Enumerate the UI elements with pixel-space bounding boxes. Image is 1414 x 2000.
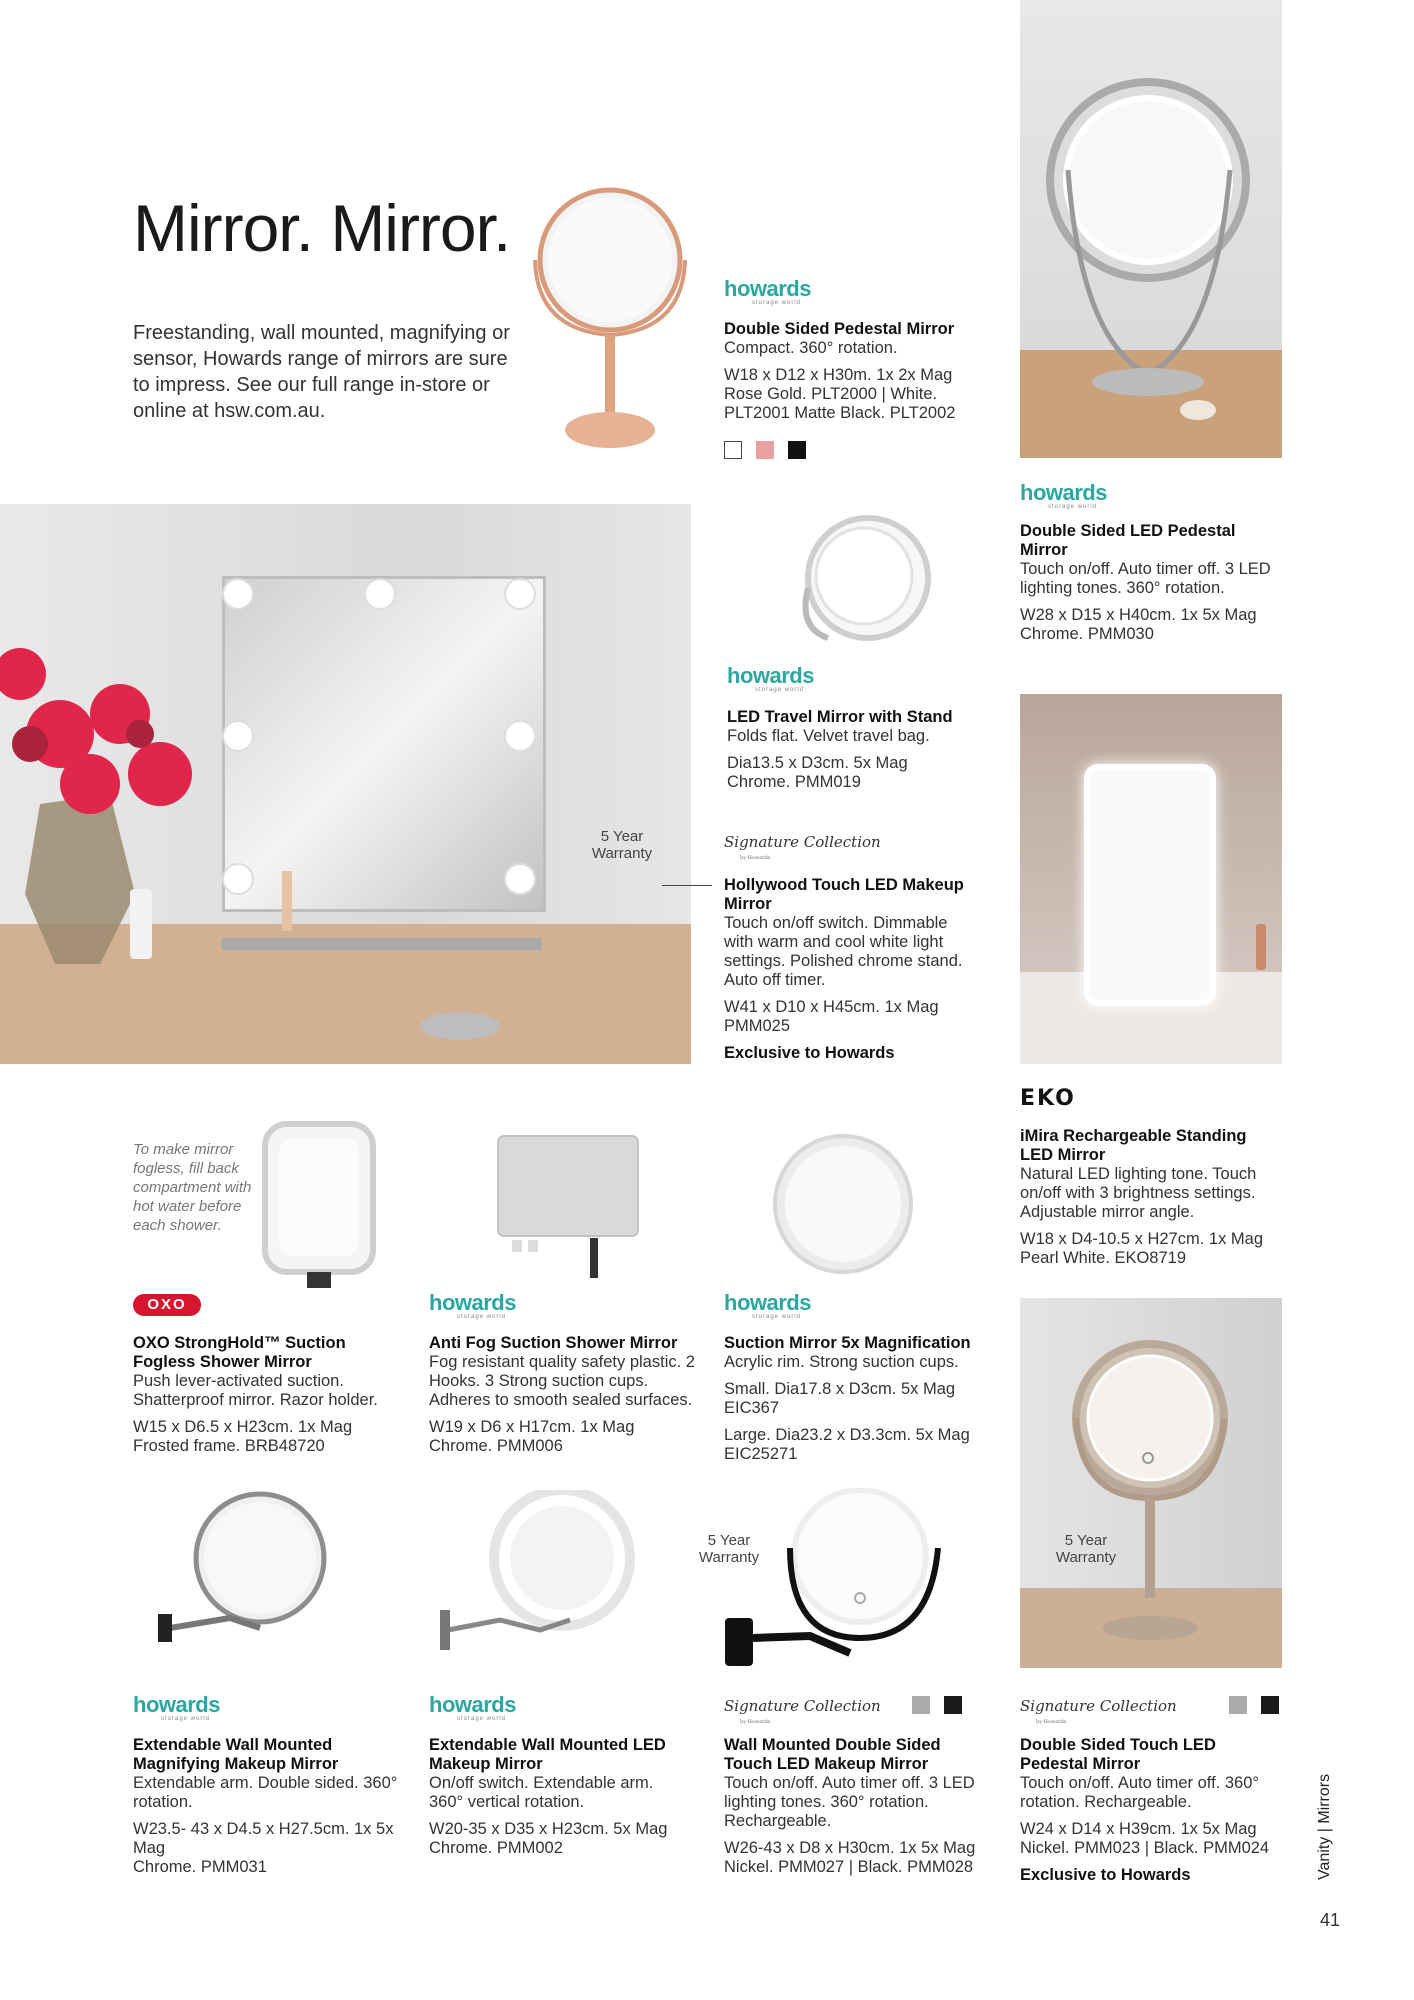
product-name: OXO StrongHold™ Suction Fogless Shower Mirror: [133, 1334, 346, 1371]
product-desc: Acrylic rim. Strong suction cups.: [724, 1353, 959, 1371]
page-title: Mirror. Mirror.: [133, 191, 511, 265]
product-spec: W18 x D4-10.5 x H27cm. 1x Mag: [1020, 1230, 1264, 1248]
product-spec: W15 x D6.5 x H23cm. 1x Mag: [133, 1418, 353, 1436]
swatch-white: [724, 441, 742, 459]
product-name: Double Sided LED Pedestal Mirror: [1020, 522, 1236, 559]
touch-pedestal-mirror-photo: [1020, 1298, 1282, 1668]
extendable-wall-mirror-image: [150, 1488, 360, 1658]
product-codes: Chrome. PMM031: [133, 1858, 267, 1876]
warranty-badge: 5 Year Warranty: [591, 828, 653, 862]
product-codes: Nickel. PMM027 | Black. PMM028: [724, 1858, 974, 1876]
product-desc: Touch on/off. Auto timer off. 3 LED lighting tones. 360° rotation.: [1020, 560, 1271, 597]
swatch-nickel: [912, 1696, 930, 1714]
product-codes: Nickel. PMM023 | Black. PMM024: [1020, 1839, 1270, 1857]
howards-logo: howards storage world: [429, 1290, 516, 1320]
product-codes: Chrome. PMM006: [429, 1437, 563, 1455]
signature-collection-logo: Signature Collection by Howards: [724, 1697, 881, 1725]
product-wall-double: [724, 1736, 984, 1877]
intro-text: Freestanding, wall mounted, magnifying or sensor, Howards range of mirrors are sure to impress. See our full range in-store or online at hsw.com.au.: [133, 322, 510, 422]
warranty-badge: 5 Year Warranty: [1055, 1532, 1117, 1566]
product-name: Double Sided Pedestal Mirror: [724, 320, 955, 338]
eko-logo: EKO: [1020, 1086, 1076, 1111]
oxo-shower-mirror-image: [255, 1118, 385, 1298]
product-spec: Dia13.5 x D3cm. 5x Mag: [727, 754, 908, 772]
howards-logo: howards storage world: [724, 1290, 811, 1320]
product-codes: PMM025: [724, 1017, 791, 1035]
callout-line: [662, 885, 712, 886]
product-desc: Folds flat. Velvet travel bag.: [727, 727, 930, 745]
product-name: Suction Mirror 5x Magnification: [724, 1334, 971, 1352]
fog-note: To make mirror fogless, fill back compartment with hot water before each shower.: [133, 1141, 252, 1234]
product-double-sided-pedestal: [724, 320, 994, 423]
product-desc: Natural LED lighting tone. Touch on/off with 3 brightness settings. Adjustable mirror angle.: [1020, 1165, 1257, 1221]
swatch-rose-gold: [756, 441, 774, 459]
product-codes: Chrome. PMM030: [1020, 625, 1154, 643]
product-name: Wall Mounted Double Sided Touch LED Makeup Mirror: [724, 1736, 941, 1773]
product-desc: Touch on/off switch. Dimmable with warm and cool white light settings. Polished chrome stand. Auto off timer.: [724, 914, 963, 989]
product-codes: Rose Gold. PLT2000 | White. PLT2001 Matte Black. PLT2002: [724, 385, 956, 422]
product-codes: Frosted frame. BRB48720: [133, 1437, 325, 1455]
product-desc: Touch on/off. Auto timer off. 3 LED lighting tones. 360° rotation. Rechargeable.: [724, 1774, 975, 1830]
product-codes-large: EIC25271: [724, 1445, 798, 1463]
product-name: Anti Fog Suction Shower Mirror: [429, 1334, 678, 1352]
product-hollywood: [724, 876, 974, 1063]
imira-mirror-photo: [1020, 694, 1282, 1064]
product-name: Hollywood Touch LED Makeup Mirror: [724, 876, 964, 913]
product-desc: Touch on/off. Auto timer off. 360° rotation. Rechargeable.: [1020, 1774, 1259, 1811]
product-name: Extendable Wall Mounted LED Makeup Mirror: [429, 1736, 666, 1773]
exclusive-label: Exclusive to Howards: [1020, 1866, 1191, 1884]
product-spec: W20-35 x D35 x H23cm. 5x Mag: [429, 1820, 668, 1838]
product-spec: W41 x D10 x H45cm. 1x Mag: [724, 998, 939, 1016]
travel-mirror-image: [778, 508, 938, 658]
product-name: iMira Rechargeable Standing LED Mirror: [1020, 1127, 1247, 1164]
swatch-black: [788, 441, 806, 459]
section-label: Vanity | Mirrors: [1316, 1773, 1333, 1880]
swatch-black: [944, 1696, 962, 1714]
anti-fog-mirror-image: [490, 1130, 650, 1280]
product-imira: [1020, 1127, 1270, 1268]
oxo-logo: OXO: [133, 1294, 201, 1316]
wall-double-mirror-image: [720, 1488, 960, 1678]
product-spec-large: Large. Dia23.2 x D3.3cm. 5x Mag: [724, 1426, 970, 1444]
product-spec: Small. Dia17.8 x D3cm. 5x Mag: [724, 1380, 956, 1398]
signature-collection-logo: Signature Collection by Howards: [1020, 1697, 1177, 1725]
hollywood-mirror-photo: [0, 504, 691, 1064]
howards-logo: howards storage world: [1020, 480, 1107, 510]
product-desc: Fog resistant quality safety plastic. 2 Hooks. 3 Strong suction cups. Adheres to smooth sealed surfaces.: [429, 1353, 695, 1409]
extendable-led-mirror-image: [430, 1490, 650, 1660]
product-name: LED Travel Mirror with Stand: [727, 708, 953, 726]
product-touch-pedestal: [1020, 1736, 1280, 1885]
product-name: Extendable Wall Mounted Magnifying Makeup Mirror: [133, 1736, 339, 1773]
signature-collection-logo: Signature Collection by Howards: [724, 833, 881, 861]
product-codes: Pearl White. EKO8719: [1020, 1249, 1186, 1267]
product-desc: Push lever-activated suction. Shatterproof mirror. Razor holder.: [133, 1372, 378, 1409]
howards-logo: howards storage world: [429, 1692, 516, 1722]
product-desc: On/off switch. Extendable arm. 360° vertical rotation.: [429, 1774, 654, 1811]
swatch-nickel: [1229, 1696, 1247, 1714]
product-spec: W23.5- 43 x D4.5 x H27.5cm. 1x 5x Mag: [133, 1820, 394, 1857]
product-codes: Chrome. PMM002: [429, 1839, 563, 1857]
product-oxo-shower: [133, 1334, 393, 1456]
product-anti-fog: [429, 1334, 699, 1456]
product-spec: W26-43 x D8 x H30cm. 1x 5x Mag: [724, 1839, 976, 1857]
swatch-black: [1261, 1696, 1279, 1714]
howards-logo: howards storage world: [727, 663, 814, 693]
product-spec: W28 x D15 x H40cm. 1x 5x Mag: [1020, 606, 1257, 624]
product-suction-5x: [724, 1334, 984, 1464]
product-name: Double Sided Touch LED Pedestal Mirror: [1020, 1736, 1216, 1773]
howards-logo: howards storage world: [724, 276, 811, 306]
page-number: 41: [1319, 1910, 1340, 1930]
product-ext-led: [429, 1736, 689, 1858]
product-spec: W24 x D14 x H39cm. 1x 5x Mag: [1020, 1820, 1257, 1838]
suction-mirror-image: [768, 1132, 918, 1282]
warranty-badge: 5 Year Warranty: [698, 1532, 760, 1566]
product-led-pedestal: [1020, 522, 1280, 644]
product-spec: W18 x D12 x H30m. 1x 2x Mag: [724, 366, 953, 384]
product-codes: Chrome. PMM019: [727, 773, 861, 791]
product-ext-wall: [133, 1736, 413, 1877]
product-codes: EIC367: [724, 1399, 780, 1417]
product-desc: Extendable arm. Double sided. 360° rotation.: [133, 1774, 398, 1811]
howards-logo: howards storage world: [133, 1692, 220, 1722]
led-pedestal-mirror-photo: [1020, 0, 1282, 458]
product-desc: Compact. 360° rotation.: [724, 339, 898, 357]
product-travel: [727, 708, 977, 792]
rose-gold-pedestal-mirror-image: [525, 180, 695, 460]
exclusive-label: Exclusive to Howards: [724, 1044, 895, 1062]
product-spec: W19 x D6 x H17cm. 1x Mag: [429, 1418, 635, 1436]
